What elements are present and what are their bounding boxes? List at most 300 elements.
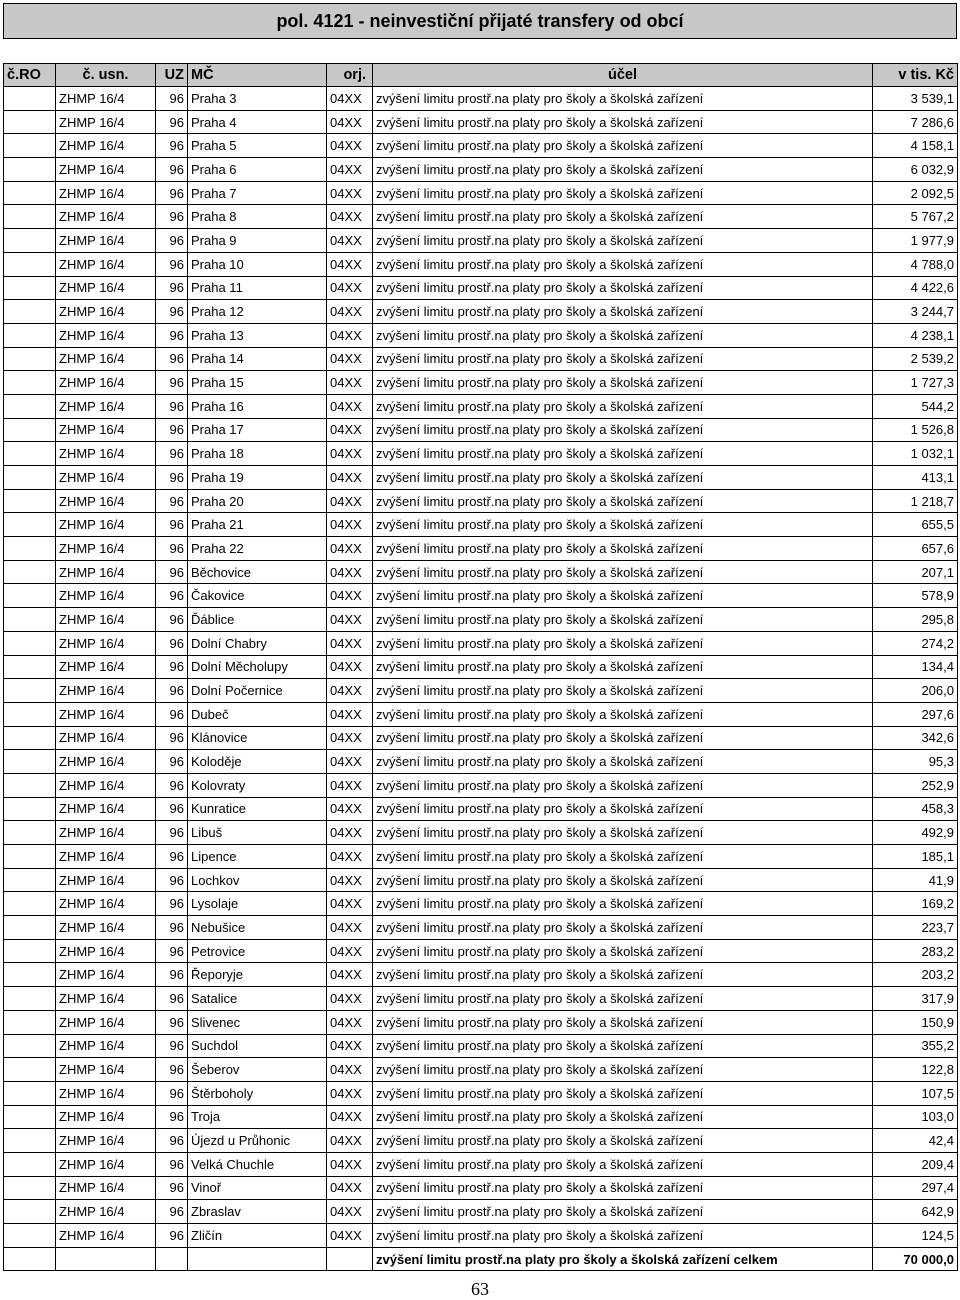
cell-usn: ZHMP 16/4 <box>56 916 156 940</box>
cell-orj: 04XX <box>327 1152 373 1176</box>
cell-usn: ZHMP 16/4 <box>56 300 156 324</box>
cell-ucel: zvýšení limitu prostř.na platy pro školy a školská zařízení <box>373 1010 873 1034</box>
cell-value: 4 422,6 <box>873 276 958 300</box>
cell-uz: 96 <box>156 371 188 395</box>
cell-value: 3 244,7 <box>873 300 958 324</box>
cell-uz: 96 <box>156 797 188 821</box>
table-row <box>4 87 958 111</box>
cell-uz: 96 <box>156 181 188 205</box>
cell-ucel: zvýšení limitu prostř.na platy pro školy a školská zařízení <box>373 821 873 845</box>
cell-orj: 04XX <box>327 631 373 655</box>
cell-uz: 96 <box>156 655 188 679</box>
cell-usn: ZHMP 16/4 <box>56 158 156 182</box>
cell-uz: 96 <box>156 229 188 253</box>
cell-value: 642,9 <box>873 1200 958 1224</box>
cell-value: 107,5 <box>873 1081 958 1105</box>
cell-ro <box>4 631 56 655</box>
cell-ucel: zvýšení limitu prostř.na platy pro školy a školská zařízení <box>373 229 873 253</box>
cell-ucel: zvýšení limitu prostř.na platy pro školy a školská zařízení <box>373 323 873 347</box>
cell-orj: 04XX <box>327 726 373 750</box>
cell-uz: 96 <box>156 868 188 892</box>
cell-mc: Dubeč <box>188 702 327 726</box>
cell-mc: Praha 16 <box>188 394 327 418</box>
cell-ucel: zvýšení limitu prostř.na platy pro školy a školská zařízení <box>373 87 873 111</box>
cell-uz: 96 <box>156 679 188 703</box>
cell-uz: 96 <box>156 845 188 869</box>
cell-ucel: zvýšení limitu prostř.na platy pro školy a školská zařízení <box>373 845 873 869</box>
cell-ro <box>4 679 56 703</box>
cell-uz: 96 <box>156 276 188 300</box>
table-row <box>4 916 958 940</box>
cell-usn: ZHMP 16/4 <box>56 1176 156 1200</box>
cell-value: 297,4 <box>873 1176 958 1200</box>
cell-orj: 04XX <box>327 300 373 324</box>
cell-ucel: zvýšení limitu prostř.na platy pro školy a školská zařízení <box>373 1129 873 1153</box>
cell-orj: 04XX <box>327 418 373 442</box>
cell-uz: 96 <box>156 1010 188 1034</box>
cell-usn: ZHMP 16/4 <box>56 347 156 371</box>
cell-ro <box>4 773 56 797</box>
cell-orj: 04XX <box>327 702 373 726</box>
cell-usn: ZHMP 16/4 <box>56 797 156 821</box>
table-row <box>4 750 958 774</box>
total-row <box>4 1247 958 1271</box>
table-row <box>4 845 958 869</box>
cell-orj: 04XX <box>327 868 373 892</box>
cell-value: 4 788,0 <box>873 252 958 276</box>
cell-ro <box>4 513 56 537</box>
cell-mc: Koloděje <box>188 750 327 774</box>
table-row <box>4 1010 958 1034</box>
cell-usn: ZHMP 16/4 <box>56 845 156 869</box>
cell-ro <box>4 323 56 347</box>
cell-usn: ZHMP 16/4 <box>56 584 156 608</box>
column-header-usn: č. usn. <box>56 64 156 87</box>
cell-usn: ZHMP 16/4 <box>56 773 156 797</box>
cell-mc: Kunratice <box>188 797 327 821</box>
cell-usn: ZHMP 16/4 <box>56 466 156 490</box>
cell-orj: 04XX <box>327 205 373 229</box>
cell-mc: Praha 3 <box>188 87 327 111</box>
cell-orj: 04XX <box>327 276 373 300</box>
table-row <box>4 726 958 750</box>
cell-ro <box>4 892 56 916</box>
cell-orj: 04XX <box>327 537 373 561</box>
cell-uz: 96 <box>156 1200 188 1224</box>
cell-mc: Lysolaje <box>188 892 327 916</box>
cell-mc: Libuš <box>188 821 327 845</box>
cell-mc: Ďáblice <box>188 608 327 632</box>
cell-usn: ZHMP 16/4 <box>56 134 156 158</box>
cell-uz: 96 <box>156 987 188 1011</box>
cell-value: 124,5 <box>873 1224 958 1248</box>
cell-value: 42,4 <box>873 1129 958 1153</box>
cell-ro <box>4 87 56 111</box>
cell-ucel: zvýšení limitu prostř.na platy pro školy a školská zařízení <box>373 276 873 300</box>
cell-value: 317,9 <box>873 987 958 1011</box>
cell-ro <box>4 466 56 490</box>
cell-mc: Lipence <box>188 845 327 869</box>
cell-usn: ZHMP 16/4 <box>56 631 156 655</box>
cell-ro <box>4 158 56 182</box>
cell-ro <box>4 134 56 158</box>
cell-ucel: zvýšení limitu prostř.na platy pro školy a školská zařízení <box>373 181 873 205</box>
cell-ro <box>4 1105 56 1129</box>
cell-ucel: zvýšení limitu prostř.na platy pro školy a školská zařízení <box>373 110 873 134</box>
cell-uz: 96 <box>156 560 188 584</box>
cell-uz: 96 <box>156 1176 188 1200</box>
cell-ro <box>4 1224 56 1248</box>
table-row <box>4 371 958 395</box>
cell-ro <box>4 181 56 205</box>
cell-uz: 96 <box>156 702 188 726</box>
table-row <box>4 418 958 442</box>
cell-ro <box>4 1034 56 1058</box>
cell-value: 185,1 <box>873 845 958 869</box>
cell-value: 203,2 <box>873 963 958 987</box>
cell-orj: 04XX <box>327 1176 373 1200</box>
cell-usn: ZHMP 16/4 <box>56 110 156 134</box>
cell-ro <box>4 584 56 608</box>
cell-ucel: zvýšení limitu prostř.na platy pro školy a školská zařízení <box>373 868 873 892</box>
table-row <box>4 987 958 1011</box>
table-row <box>4 560 958 584</box>
cell-usn: ZHMP 16/4 <box>56 655 156 679</box>
page-number: 63 <box>471 1279 489 1299</box>
cell-orj: 04XX <box>327 773 373 797</box>
cell-orj: 04XX <box>327 1105 373 1129</box>
cell-mc: Praha 20 <box>188 489 327 513</box>
cell-uz: 96 <box>156 726 188 750</box>
cell-value: 252,9 <box>873 773 958 797</box>
cell-uz: 96 <box>156 631 188 655</box>
cell-ro <box>4 750 56 774</box>
table-header-row <box>4 64 958 87</box>
table-row <box>4 821 958 845</box>
cell-mc: Praha 12 <box>188 300 327 324</box>
cell-usn: ZHMP 16/4 <box>56 1034 156 1058</box>
cell-uz: 96 <box>156 252 188 276</box>
cell-ro <box>4 608 56 632</box>
cell-value: 2 092,5 <box>873 181 958 205</box>
cell-usn: ZHMP 16/4 <box>56 276 156 300</box>
cell-ucel: zvýšení limitu prostř.na platy pro školy a školská zařízení <box>373 347 873 371</box>
cell-mc: Praha 22 <box>188 537 327 561</box>
cell-mc: Praha 21 <box>188 513 327 537</box>
cell-orj: 04XX <box>327 750 373 774</box>
cell-orj: 04XX <box>327 442 373 466</box>
cell-usn: ZHMP 16/4 <box>56 987 156 1011</box>
table-row <box>4 679 958 703</box>
cell-value: 297,6 <box>873 702 958 726</box>
cell-ucel: zvýšení limitu prostř.na platy pro školy a školská zařízení <box>373 584 873 608</box>
cell-orj: 04XX <box>327 134 373 158</box>
cell-orj: 04XX <box>327 916 373 940</box>
cell-orj: 04XX <box>327 158 373 182</box>
cell-orj: 04XX <box>327 892 373 916</box>
cell-ucel: zvýšení limitu prostř.na platy pro školy a školská zařízení <box>373 1058 873 1082</box>
cell-value: 122,8 <box>873 1058 958 1082</box>
table-row <box>4 868 958 892</box>
table-row <box>4 1058 958 1082</box>
cell-uz: 96 <box>156 916 188 940</box>
cell-value: 2 539,2 <box>873 347 958 371</box>
cell-ro <box>4 560 56 584</box>
cell-mc: Slivenec <box>188 1010 327 1034</box>
cell-uz: 96 <box>156 134 188 158</box>
cell-orj: 04XX <box>327 110 373 134</box>
cell-value: 1 218,7 <box>873 489 958 513</box>
cell-uz: 96 <box>156 939 188 963</box>
cell-mc: Zbraslav <box>188 1200 327 1224</box>
cell-ro <box>4 205 56 229</box>
cell-ucel: zvýšení limitu prostř.na platy pro školy a školská zařízení <box>373 608 873 632</box>
total-cell-empty <box>156 1247 188 1271</box>
table-row <box>4 1081 958 1105</box>
cell-ucel: zvýšení limitu prostř.na platy pro školy a školská zařízení <box>373 158 873 182</box>
cell-mc: Petrovice <box>188 939 327 963</box>
cell-ro <box>4 442 56 466</box>
cell-value: 492,9 <box>873 821 958 845</box>
table-body <box>4 87 958 1248</box>
cell-value: 6 032,9 <box>873 158 958 182</box>
cell-orj: 04XX <box>327 1034 373 1058</box>
cell-orj: 04XX <box>327 347 373 371</box>
cell-orj: 04XX <box>327 655 373 679</box>
cell-orj: 04XX <box>327 797 373 821</box>
cell-orj: 04XX <box>327 394 373 418</box>
cell-mc: Nebušice <box>188 916 327 940</box>
table-row <box>4 1200 958 1224</box>
cell-ro <box>4 347 56 371</box>
cell-mc: Praha 8 <box>188 205 327 229</box>
cell-ro <box>4 489 56 513</box>
column-header-ucel: účel <box>373 64 873 87</box>
table-row <box>4 1224 958 1248</box>
table-row <box>4 797 958 821</box>
cell-usn: ZHMP 16/4 <box>56 1058 156 1082</box>
cell-ucel: zvýšení limitu prostř.na platy pro školy a školská zařízení <box>373 1176 873 1200</box>
page-title <box>3 3 957 39</box>
column-header-ro: č.RO <box>4 64 56 87</box>
cell-ro <box>4 300 56 324</box>
cell-ucel: zvýšení limitu prostř.na platy pro školy a školská zařízení <box>373 916 873 940</box>
cell-usn: ZHMP 16/4 <box>56 1224 156 1248</box>
cell-value: 3 539,1 <box>873 87 958 111</box>
cell-value: 103,0 <box>873 1105 958 1129</box>
cell-value: 355,2 <box>873 1034 958 1058</box>
cell-orj: 04XX <box>327 229 373 253</box>
cell-ro <box>4 1010 56 1034</box>
cell-value: 207,1 <box>873 560 958 584</box>
cell-usn: ZHMP 16/4 <box>56 679 156 703</box>
cell-value: 1 727,3 <box>873 371 958 395</box>
cell-uz: 96 <box>156 110 188 134</box>
table-row <box>4 229 958 253</box>
cell-mc: Újezd u Průhonic <box>188 1129 327 1153</box>
cell-ucel: zvýšení limitu prostř.na platy pro školy a školská zařízení <box>373 1152 873 1176</box>
table-row <box>4 466 958 490</box>
cell-usn: ZHMP 16/4 <box>56 323 156 347</box>
table-row <box>4 655 958 679</box>
cell-usn: ZHMP 16/4 <box>56 560 156 584</box>
cell-orj: 04XX <box>327 1224 373 1248</box>
cell-orj: 04XX <box>327 466 373 490</box>
cell-ro <box>4 1200 56 1224</box>
cell-ro <box>4 821 56 845</box>
column-header-value: v tis. Kč <box>873 64 958 87</box>
cell-uz: 96 <box>156 418 188 442</box>
cell-uz: 96 <box>156 1105 188 1129</box>
cell-usn: ZHMP 16/4 <box>56 963 156 987</box>
cell-orj: 04XX <box>327 1058 373 1082</box>
cell-mc: Praha 10 <box>188 252 327 276</box>
cell-uz: 96 <box>156 323 188 347</box>
table-row <box>4 1176 958 1200</box>
table-row <box>4 1129 958 1153</box>
cell-uz: 96 <box>156 584 188 608</box>
table-row <box>4 939 958 963</box>
cell-ucel: zvýšení limitu prostř.na platy pro školy a školská zařízení <box>373 560 873 584</box>
table-row <box>4 347 958 371</box>
cell-ucel: zvýšení limitu prostř.na platy pro školy a školská zařízení <box>373 987 873 1011</box>
cell-ucel: zvýšení limitu prostř.na platy pro školy a školská zařízení <box>373 726 873 750</box>
cell-orj: 04XX <box>327 87 373 111</box>
cell-value: 134,4 <box>873 655 958 679</box>
page-title-text: pol. 4121 - neinvestiční přijaté transfery od obcí <box>276 10 684 31</box>
cell-value: 223,7 <box>873 916 958 940</box>
cell-ucel: zvýšení limitu prostř.na platy pro školy a školská zařízení <box>373 1200 873 1224</box>
cell-orj: 04XX <box>327 1081 373 1105</box>
cell-ro <box>4 987 56 1011</box>
cell-value: 342,6 <box>873 726 958 750</box>
cell-ucel: zvýšení limitu prostř.na platy pro školy a školská zařízení <box>373 1105 873 1129</box>
cell-orj: 04XX <box>327 513 373 537</box>
cell-ro <box>4 868 56 892</box>
cell-usn: ZHMP 16/4 <box>56 1129 156 1153</box>
cell-usn: ZHMP 16/4 <box>56 489 156 513</box>
cell-value: 295,8 <box>873 608 958 632</box>
cell-orj: 04XX <box>327 939 373 963</box>
cell-value: 413,1 <box>873 466 958 490</box>
cell-mc: Praha 17 <box>188 418 327 442</box>
table-row <box>4 513 958 537</box>
cell-ro <box>4 1081 56 1105</box>
cell-value: 655,5 <box>873 513 958 537</box>
cell-value: 458,3 <box>873 797 958 821</box>
cell-ucel: zvýšení limitu prostř.na platy pro školy a školská zařízení <box>373 702 873 726</box>
cell-mc: Řeporyje <box>188 963 327 987</box>
cell-uz: 96 <box>156 513 188 537</box>
cell-ucel: zvýšení limitu prostř.na platy pro školy a školská zařízení <box>373 371 873 395</box>
cell-ucel: zvýšení limitu prostř.na platy pro školy a školská zařízení <box>373 631 873 655</box>
cell-mc: Satalice <box>188 987 327 1011</box>
cell-ro <box>4 963 56 987</box>
cell-usn: ZHMP 16/4 <box>56 608 156 632</box>
cell-uz: 96 <box>156 1081 188 1105</box>
cell-usn: ZHMP 16/4 <box>56 1200 156 1224</box>
table-row <box>4 631 958 655</box>
table-row <box>4 1034 958 1058</box>
cell-mc: Štěrboholy <box>188 1081 327 1105</box>
cell-uz: 96 <box>156 1034 188 1058</box>
table-row <box>4 300 958 324</box>
cell-mc: Klánovice <box>188 726 327 750</box>
cell-ro <box>4 537 56 561</box>
table-row <box>4 252 958 276</box>
cell-mc: Zličín <box>188 1224 327 1248</box>
column-header-orj: orj. <box>327 64 373 87</box>
cell-mc: Praha 9 <box>188 229 327 253</box>
cell-ro <box>4 229 56 253</box>
cell-orj: 04XX <box>327 489 373 513</box>
cell-value: 274,2 <box>873 631 958 655</box>
table-row <box>4 489 958 513</box>
cell-orj: 04XX <box>327 252 373 276</box>
table-row <box>4 442 958 466</box>
table-row <box>4 134 958 158</box>
cell-value: 209,4 <box>873 1152 958 1176</box>
cell-mc: Praha 7 <box>188 181 327 205</box>
cell-usn: ZHMP 16/4 <box>56 939 156 963</box>
cell-usn: ZHMP 16/4 <box>56 726 156 750</box>
cell-uz: 96 <box>156 489 188 513</box>
cell-usn: ZHMP 16/4 <box>56 821 156 845</box>
cell-mc: Praha 18 <box>188 442 327 466</box>
total-cell-empty <box>56 1247 156 1271</box>
cell-uz: 96 <box>156 1129 188 1153</box>
cell-uz: 96 <box>156 87 188 111</box>
cell-value: 150,9 <box>873 1010 958 1034</box>
cell-orj: 04XX <box>327 608 373 632</box>
cell-value: 95,3 <box>873 750 958 774</box>
cell-ucel: zvýšení limitu prostř.na platy pro školy a školská zařízení <box>373 466 873 490</box>
cell-ro <box>4 371 56 395</box>
cell-uz: 96 <box>156 205 188 229</box>
cell-mc: Šeberov <box>188 1058 327 1082</box>
cell-usn: ZHMP 16/4 <box>56 1081 156 1105</box>
cell-value: 657,6 <box>873 537 958 561</box>
cell-value: 7 286,6 <box>873 110 958 134</box>
cell-mc: Dolní Chabry <box>188 631 327 655</box>
cell-ucel: zvýšení limitu prostř.na platy pro školy a školská zařízení <box>373 394 873 418</box>
table-row <box>4 110 958 134</box>
cell-orj: 04XX <box>327 845 373 869</box>
cell-uz: 96 <box>156 394 188 418</box>
cell-mc: Lochkov <box>188 868 327 892</box>
cell-ucel: zvýšení limitu prostř.na platy pro školy a školská zařízení <box>373 300 873 324</box>
cell-mc: Suchdol <box>188 1034 327 1058</box>
cell-ucel: zvýšení limitu prostř.na platy pro školy a školská zařízení <box>373 134 873 158</box>
cell-usn: ZHMP 16/4 <box>56 1152 156 1176</box>
cell-mc: Běchovice <box>188 560 327 584</box>
cell-usn: ZHMP 16/4 <box>56 418 156 442</box>
cell-ucel: zvýšení limitu prostř.na platy pro školy a školská zařízení <box>373 442 873 466</box>
cell-ucel: zvýšení limitu prostř.na platy pro školy a školská zařízení <box>373 773 873 797</box>
cell-ro <box>4 1058 56 1082</box>
cell-mc: Vinoř <box>188 1176 327 1200</box>
cell-mc: Velká Chuchle <box>188 1152 327 1176</box>
cell-mc: Čakovice <box>188 584 327 608</box>
cell-ucel: zvýšení limitu prostř.na platy pro školy a školská zařízení <box>373 655 873 679</box>
cell-usn: ZHMP 16/4 <box>56 702 156 726</box>
cell-value: 41,9 <box>873 868 958 892</box>
cell-ro <box>4 276 56 300</box>
cell-orj: 04XX <box>327 323 373 347</box>
cell-ucel: zvýšení limitu prostř.na platy pro školy a školská zařízení <box>373 418 873 442</box>
cell-uz: 96 <box>156 537 188 561</box>
table-row <box>4 702 958 726</box>
